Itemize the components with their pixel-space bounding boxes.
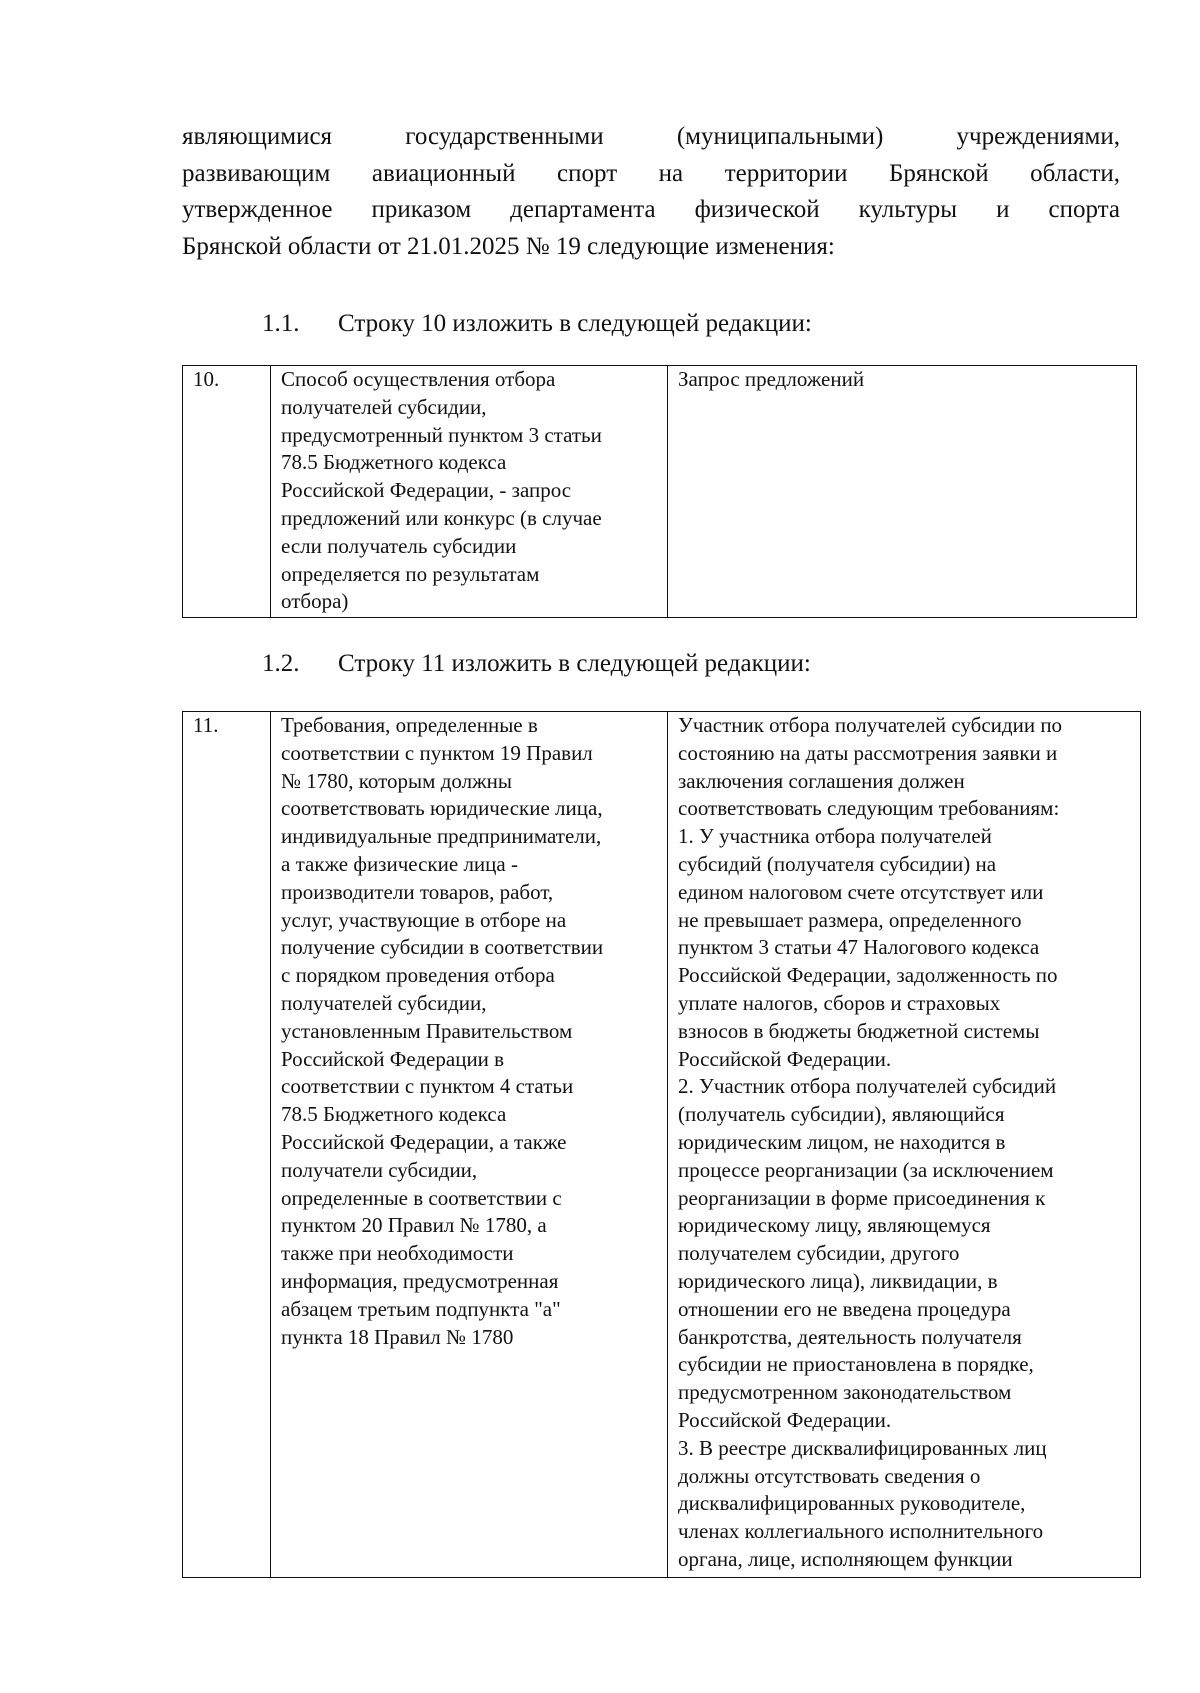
table-row-11 <box>182 711 1141 1578</box>
cell-text-line: не превышает размера, определенного <box>678 907 1022 932</box>
cell-text-line: а также физические лица - <box>281 851 518 876</box>
table-row <box>183 712 1141 1578</box>
row-number-cell <box>183 366 271 618</box>
cell-text-line: Требования, определенные в <box>281 713 538 737</box>
cell-text-line: услуг, участвующие в отборе на <box>281 907 567 932</box>
cell-text-line: соответствии с пунктом 4 статьи <box>281 1074 574 1099</box>
cell-text-line: членах коллегиального исполнительного <box>678 1519 1044 1544</box>
cell-text-line: предложений или конкурс (в случае <box>281 505 602 530</box>
cell-text-line: должны отсутствовать сведения о <box>678 1463 981 1488</box>
cell-text-line: если получатель субсидии <box>281 533 517 558</box>
row-number: 11. <box>193 713 219 737</box>
cell-text-line: состоянию на даты рассмотрения заявки и <box>678 740 1058 765</box>
cell-text-line: дисквалифицированных руководителе, <box>678 1491 1026 1516</box>
cell-text-line: субсидии не приостановлена в порядке, <box>678 1352 1034 1377</box>
cell-text-line: также при необходимости <box>281 1241 514 1266</box>
cell-text-line: получателей субсидии, <box>281 990 487 1015</box>
cell-text-line: абзацем третьим подпункта "а" <box>281 1296 561 1321</box>
cell-text-line: № 1780, которым должны <box>281 768 512 793</box>
intro-line: утвержденное приказом департамента физической культуры и спорта <box>182 196 1120 223</box>
cell-text-line: предусмотренный пунктом 3 статьи <box>281 422 602 447</box>
cell-text-line: Участник отбора получателей субсидии по <box>678 713 1063 737</box>
cell-text-line: получателей субсидии, <box>281 394 487 419</box>
cell-text-line: (получатель субсидии), являющийся <box>678 1102 1005 1127</box>
cell-text-line: пунктом 20 Правил № 1780, а <box>281 1213 547 1238</box>
cell-text-line: предусмотренном законодательством <box>678 1380 1012 1405</box>
cell-text-line: Российской Федерации в <box>281 1046 505 1071</box>
row-description-cell <box>271 712 668 1578</box>
cell-text-line: взносов в бюджеты бюджетной системы <box>678 1018 1040 1043</box>
intro-line: развивающим авиационный спорт на территории Брянской области, <box>182 159 1120 187</box>
cell-text-line: получатели субсидии, <box>281 1157 478 1182</box>
cell-text-line: соответствии с пунктом 19 Правил <box>281 740 593 765</box>
section-text: Строку 10 изложить в следующей редакции: <box>338 310 812 337</box>
row-value-cell <box>668 712 1141 1578</box>
cell-text-line: Запрос предложений <box>678 367 865 391</box>
cell-text-line: с порядком проведения отбора <box>281 963 555 988</box>
cell-text-line: соответствовать юридические лица, <box>281 796 603 821</box>
cell-text-line: Российской Федерации, задолженность по <box>678 963 1058 988</box>
cell-text-line: отбора) <box>281 589 349 614</box>
cell-text-line: юридическим лицом, не находится в <box>678 1129 1006 1154</box>
cell-text-line: едином налоговом счете отсутствует или <box>678 879 1044 904</box>
row-number: 10. <box>193 367 220 391</box>
cell-text-line: пункта 18 Правил № 1780 <box>281 1324 514 1349</box>
cell-text-line: получение субсидии в соответствии <box>281 935 604 960</box>
cell-text-line: установленным Правительством <box>281 1018 573 1043</box>
cell-text-line: отношении его не введена процедура <box>678 1296 1011 1321</box>
section-number: 1.1. <box>262 310 300 337</box>
cell-text-line: органа, лице, исполняющем функции <box>678 1546 1013 1571</box>
section-text: Строку 11 изложить в следующей редакции: <box>338 650 811 677</box>
cell-text-line: юридическому лицу, являющемуся <box>678 1213 991 1238</box>
cell-text-line: уплате налогов, сборов и страховых <box>678 990 1001 1015</box>
section-heading-1-2 <box>262 649 811 679</box>
cell-text-line: банкротства, деятельность получателя <box>678 1324 1022 1349</box>
cell-text-line: Российской Федерации. <box>678 1046 892 1071</box>
table-row-10 <box>182 365 1137 618</box>
cell-text-line: 1. У участника отбора получателей <box>678 824 992 849</box>
cell-text-line: получателем субсидии, другого <box>678 1241 960 1266</box>
cell-text-line: пунктом 3 статьи 47 Налогового кодекса <box>678 935 1040 960</box>
cell-text-line: Российской Федерации. <box>678 1407 892 1432</box>
row-value-cell <box>668 366 1137 618</box>
cell-text-line: 78.5 Бюджетного кодекса <box>281 450 507 475</box>
cell-text-line: 3. В реестре дисквалифицированных лиц <box>678 1435 1047 1460</box>
cell-text-line: определенные в соответствии с <box>281 1185 562 1210</box>
cell-text-line: Способ осуществления отбора <box>281 367 556 391</box>
cell-text-line: реорганизации в форме присоединения к <box>678 1185 1046 1210</box>
section-heading-1-1 <box>262 309 812 339</box>
table-row <box>183 366 1137 618</box>
cell-text-line: Российской Федерации, а также <box>281 1129 567 1154</box>
intro-line: Брянской области от 21.01.2025 № 19 следующие изменения: <box>182 232 835 260</box>
cell-text-line: процессе реорганизации (за исключением <box>678 1157 1054 1182</box>
cell-text-line: заключения соглашения должен <box>678 768 965 793</box>
cell-text-line: соответствовать следующим требованиям: <box>678 796 1060 821</box>
cell-text-line: определяется по результатам <box>281 561 540 586</box>
row-number-cell <box>183 712 271 1578</box>
cell-text-line: производители товаров, работ, <box>281 879 554 904</box>
section-number: 1.2. <box>262 650 300 677</box>
cell-text-line: индивидуальные предприниматели, <box>281 824 602 849</box>
intro-paragraph <box>182 119 1120 265</box>
cell-text-line: юридического лица), ликвидации, в <box>678 1268 998 1293</box>
cell-text-line: 2. Участник отбора получателей субсидий <box>678 1074 1057 1099</box>
intro-line: являющимися государственными (муниципальными) учреждениями, <box>182 123 1120 150</box>
cell-text-line: субсидий (получателя субсидии) на <box>678 851 997 876</box>
cell-text-line: информация, предусмотренная <box>281 1268 559 1293</box>
cell-text-line: Российской Федерации, - запрос <box>281 478 572 503</box>
row-description-cell <box>271 366 668 618</box>
cell-text-line: 78.5 Бюджетного кодекса <box>281 1102 507 1127</box>
